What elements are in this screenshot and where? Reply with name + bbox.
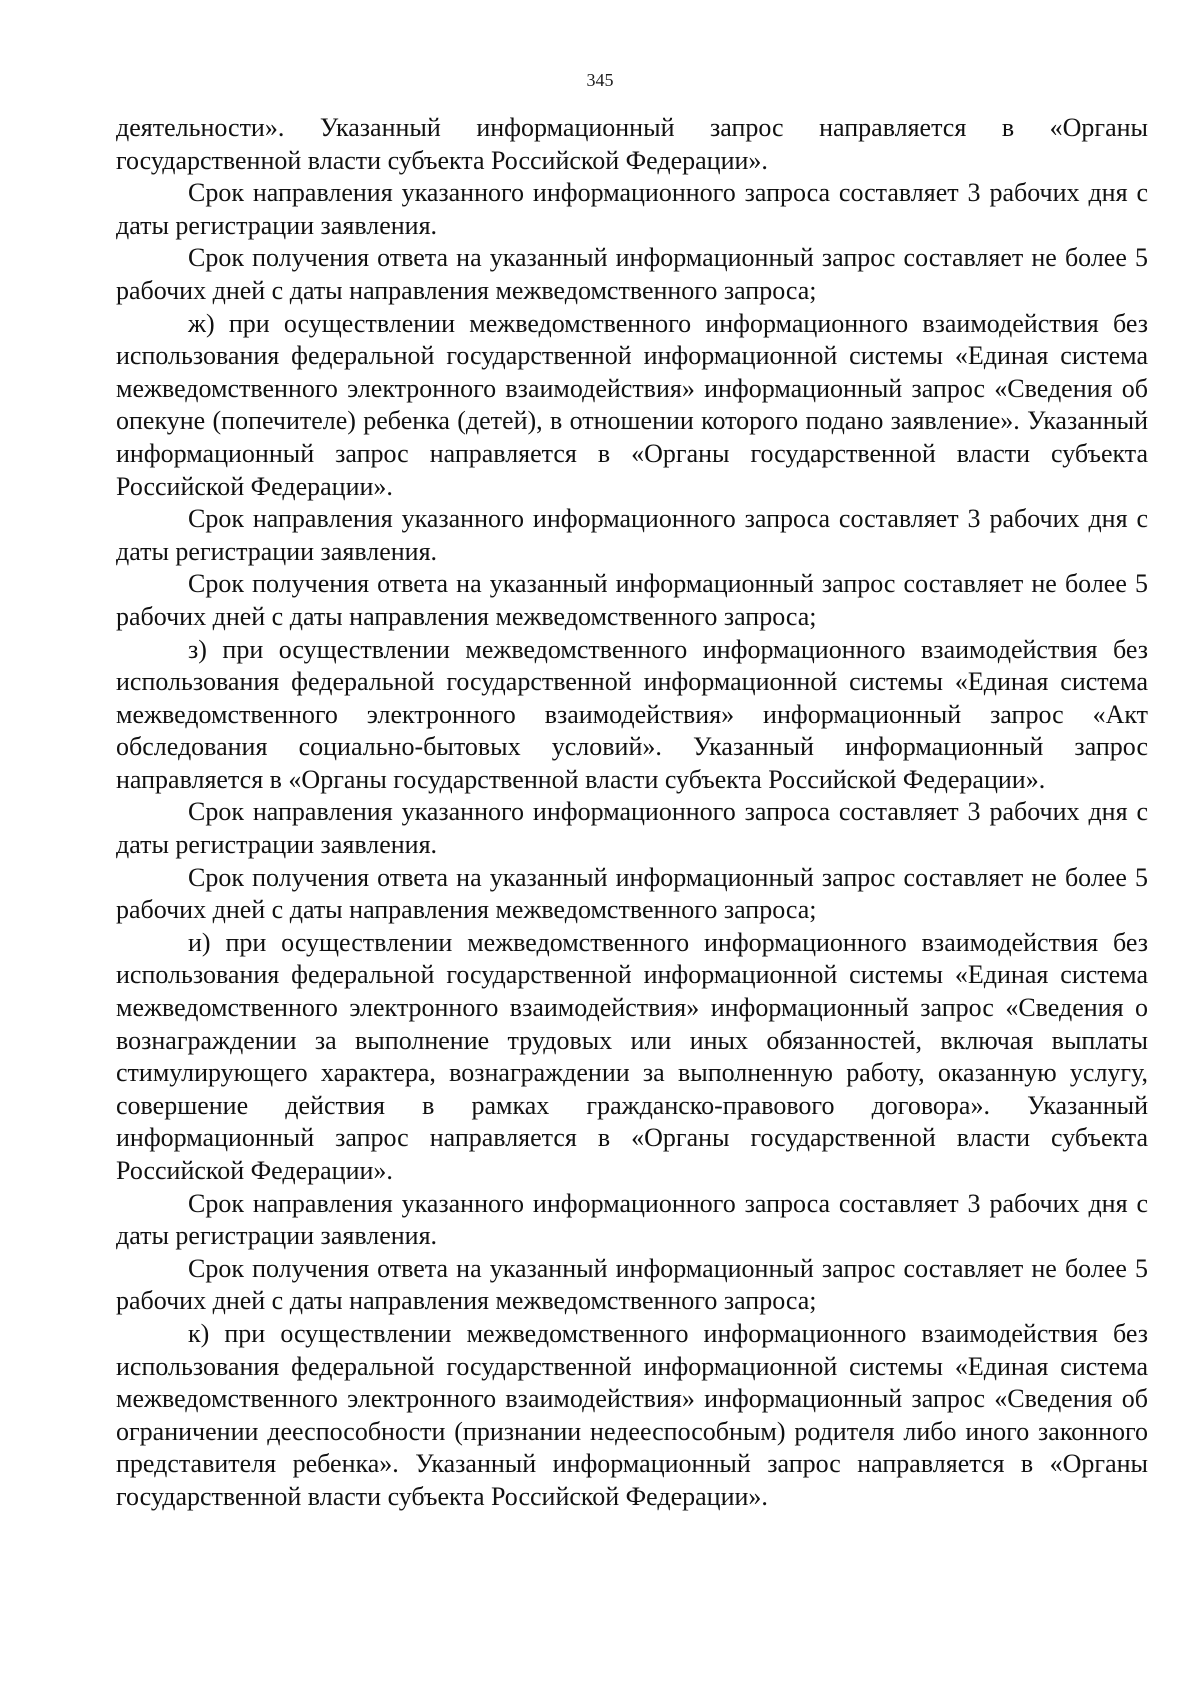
paragraph: и) при осуществлении межведомственного информационного взаимодействия без использования федеральной государственной информационной системы «Единая система межведомственного электронного взаимодействия» информационный запрос «Сведения о вознаграждении за выполнение трудовых или иных обязанностей, включая выплаты стимулирующего характера, вознаграждении за выполненную работу, оказанную услугу, совершение действия в рамках гражданско-правового договора». Указанный информационный запрос направляется в «Органы государственной власти субъекта Российской Федерации». (116, 927, 1148, 1185)
paragraph: з) при осуществлении межведомственного информационного взаимодействия без использования федеральной государственной информационной системы «Единая система межведомственного электронного взаимодействия» информационный запрос «Акт обследования социально-бытовых условий». Указанный информационный запрос направляется в «Органы государственной власти субъекта Российской Федерации». (116, 634, 1148, 794)
paragraph: Срок получения ответа на указанный информационный запрос составляет не более 5 рабочих дней с даты направления межведомственного запроса; (116, 862, 1148, 925)
document-body (116, 112, 1148, 1514)
paragraph: Срок направления указанного информационного запроса составляет 3 рабочих дня с даты регистрации заявления. (116, 1188, 1148, 1251)
paragraph: Срок получения ответа на указанный информационный запрос составляет не более 5 рабочих дней с даты направления межведомственного запроса; (116, 1253, 1148, 1316)
paragraph: к) при осуществлении межведомственного информационного взаимодействия без использования федеральной государственной информационной системы «Единая система межведомственного электронного взаимодействия» информационный запрос «Сведения об ограничении дееспособности (признании недееспособным) родителя либо иного законного представителя ребенка». Указанный информационный запрос направляется в «Органы государственной власти субъекта Российской Федерации». (116, 1318, 1148, 1511)
page-number: 345 (586, 70, 614, 90)
paragraph: ж) при осуществлении межведомственного информационного взаимодействия без использования федеральной государственной информационной системы «Единая система межведомственного электронного взаимодействия» информационный запрос «Сведения об опекуне (попечителе) ребенка (детей), в отношении которого подано заявление». Указанный информационный запрос направляется в «Органы государственной власти субъекта Российской Федерации». (116, 308, 1148, 501)
paragraph: Срок получения ответа на указанный информационный запрос составляет не более 5 рабочих дней с даты направления межведомственного запроса; (116, 569, 1148, 631)
paragraph: Срок направления указанного информационного запроса составляет 3 рабочих дня с даты регистрации заявления. (116, 504, 1148, 566)
paragraph: Срок направления указанного информационного запроса составляет 3 рабочих дня с даты регистрации заявления. (116, 797, 1148, 860)
paragraph: Срок направления указанного информационного запроса составляет 3 рабочих дня с даты регистрации заявления. (116, 178, 1148, 240)
paragraph: деятельности». Указанный информационный запрос направляется в «Органы государственной власти субъекта Российской Федерации». (116, 113, 1148, 175)
paragraph: Срок получения ответа на указанный информационный запрос составляет не более 5 рабочих дней с даты направления межведомственного запроса; (116, 243, 1148, 305)
